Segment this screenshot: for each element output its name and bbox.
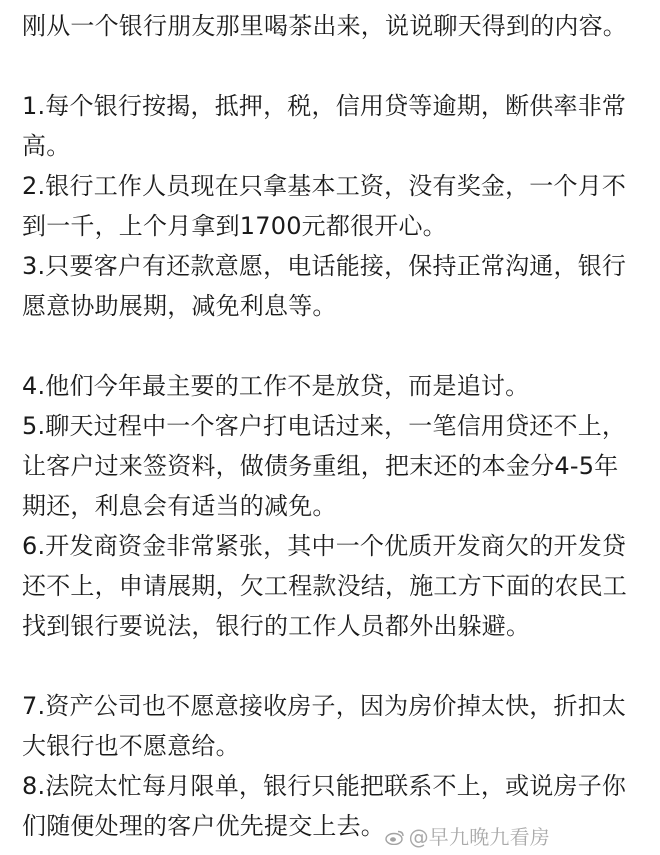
list-item-7: 7.资产公司也不愿意接收房子，因为房价掉太快，折扣太大银行也不愿意给。 <box>22 692 627 760</box>
list-item-1: 1.每个银行按揭，抵押，税，信用贷等逾期，断供率非常高。 <box>22 92 627 160</box>
list-item-6: 6.开发商资金非常紧张，其中一个优质开发商欠的开发贷还不上，申请展期，欠工程款没结，施工方下面的农民工找到银行要说法，银行的工作人员都外出躲避。 <box>22 532 627 640</box>
list-item-2: 2.银行工作人员现在只拿基本工资，没有奖金，一个月不到一千，上个月拿到1700元都很开心。 <box>22 172 627 240</box>
paragraph-gap <box>22 646 636 686</box>
list-item-8: 8.法院太忙每月限单，银行只能把联系不上，或说房子你们随便处理的客户优先提交上去。 <box>22 772 627 840</box>
paragraph-gap <box>22 326 636 366</box>
watermark-text: @早九晚九看房 <box>408 825 550 849</box>
paragraph-gap <box>22 46 636 86</box>
list-item-4: 4.他们今年最主要的工作不是放贷，而是追讨。 <box>22 372 530 400</box>
list-item-3: 3.只要客户有还款意愿，电话能接，保持正常沟通，银行愿意协助展期，减免利息等。 <box>22 252 627 320</box>
list-item-5: 5.聊天过程中一个客户打电话过来，一笔信用贷还不上，让客户过来签资料，做债务重组，把末还的本金分4-5年期还，利息会有适当的减免。 <box>22 412 627 520</box>
intro-paragraph: 刚从一个银行朋友那里喝茶出来，说说聊天得到的内容。 <box>22 12 627 40</box>
